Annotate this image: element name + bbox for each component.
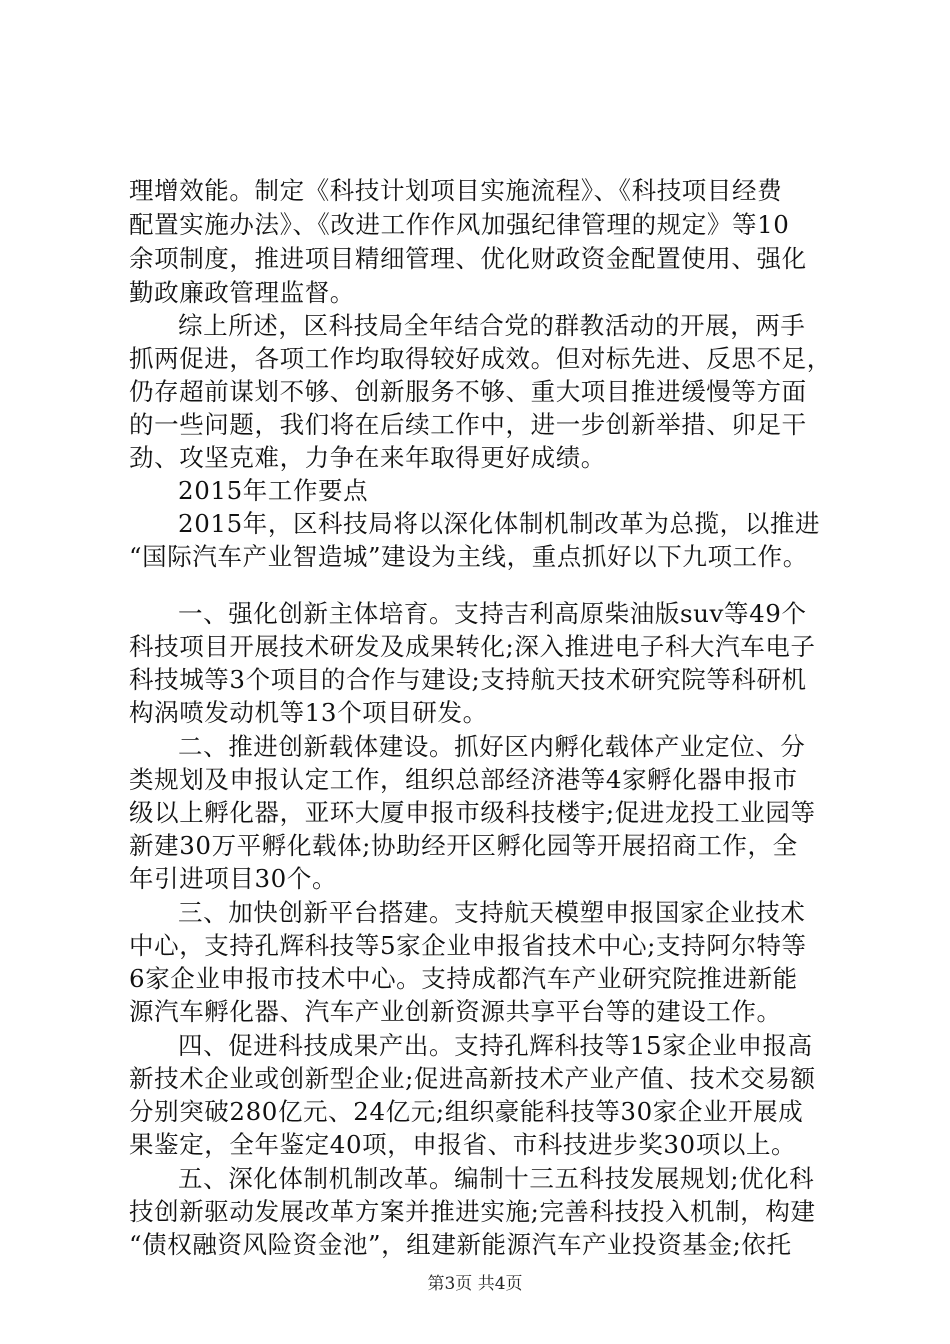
text-line: 源汽车孵化器、汽车产业创新资源共享平台等的建设工作。 [129,997,782,1026]
text-line: 新建30万平孵化载体;协助经开区孵化园等开展招商工作，全 [129,831,798,860]
text-line: 理增效能。制定《科技计划项目实施流程》、《科技项目经费 [129,176,783,205]
text-line: 分别突破280亿元、24亿元;组织豪能科技等30家企业开展成 [129,1097,804,1126]
section-heading: 2015年工作要点 [178,476,369,505]
text-line: 余项制度，推进项目精细管理、优化财政资金配置使用、强化 [129,244,807,273]
text-line: 五、深化体制机制改革。编制十三五科技发展规划;优化科 [178,1164,815,1193]
text-line: 6家企业申报市技术中心。支持成都汽车产业研究院推进新能 [129,964,798,993]
text-line: “债权融资风险资金池”，组建新能源汽车产业投资基金;依托 [129,1230,792,1259]
text-line: 年引进项目30个。 [129,864,338,893]
text-line: 的一些问题，我们将在后续工作中，进一步创新举措、卯足干 [129,410,807,439]
text-line: 级以上孵化器，亚环大厦申报市级科技楼宇;促进龙投工业园等 [129,798,816,827]
text-line: “国际汽车产业智造城”建设为主线，重点抓好以下九项工作。 [129,542,808,571]
text-line: 四、促进科技成果产出。支持孔辉科技等15家企业申报高 [178,1031,813,1060]
text-line: 类规划及申报认定工作，组织总部经济港等4家孵化器申报市 [129,765,798,794]
text-line: 构涡喷发动机等13个项目研发。 [129,698,488,727]
text-line: 仍存超前谋划不够、创新服务不够、重大项目推进缓慢等方面 [129,377,807,406]
text-line: 二、推进创新载体建设。抓好区内孵化载体产业定位、分 [178,732,806,761]
page-number-footer: 第3页 共4页 [427,1274,523,1294]
text-line: 新技术企业或创新型企业;促进高新技术产业产值、技术交易额 [129,1064,816,1093]
text-line: 劲、攻坚克难，力争在来年取得更好成绩。 [129,443,606,472]
text-line: 一、强化创新主体培育。支持吉利高原柴油版suv等49个 [178,599,807,628]
text-line: 中心，支持孔辉科技等5家企业申报省技术中心;支持阿尔特等 [129,931,807,960]
text-line: 2015年，区科技局将以深化体制机制改革为总揽，以推进 [178,509,821,538]
text-line: 三、加快创新平台搭建。支持航天模塑申报国家企业技术 [178,898,806,927]
text-line: 科技城等3个项目的合作与建设;支持航天技术研究院等科研机 [129,665,807,694]
text-line: 抓两促进，各项工作均取得较好成效。但对标先进、反思不足， [129,344,832,373]
text-line: 勤政廉政管理监督。 [129,278,355,307]
text-line: 技创新驱动发展改革方案并推进实施;完善科技投入机制，构建 [129,1197,816,1226]
text-line: 果鉴定，全年鉴定40项，申报省、市科技进步奖30项以上。 [129,1130,797,1159]
text-line: 综上所述，区科技局全年结合党的群教活动的开展，两手 [178,311,806,340]
text-line: 科技项目开展技术研发及成果转化;深入推进电子科大汽车电子 [129,632,816,661]
text-line: 配置实施办法》、《改进工作作风加强纪律管理的规定》等10 [129,210,790,239]
